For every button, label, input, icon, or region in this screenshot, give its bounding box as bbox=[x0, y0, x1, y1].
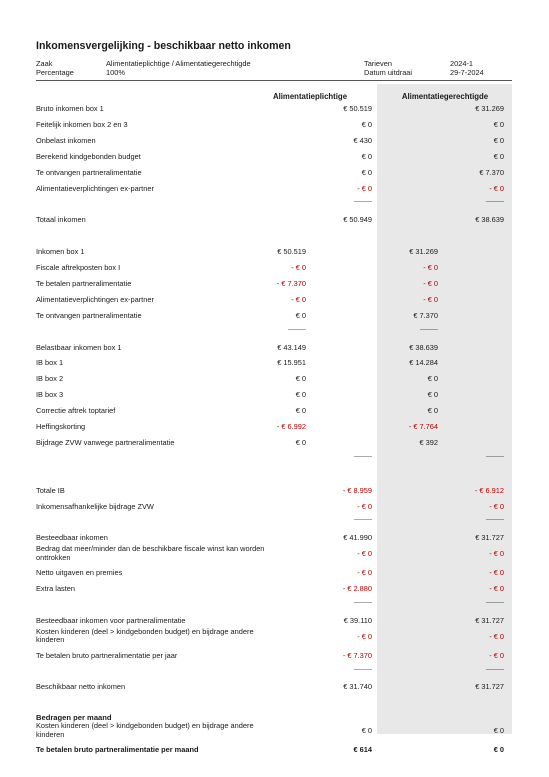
row-label: Feitelijk inkomen box 2 en 3 bbox=[36, 119, 128, 129]
p-sub-value: - € 6.992 bbox=[276, 422, 306, 431]
g-total-value: € 0 bbox=[493, 119, 504, 129]
row-label: Totale IB bbox=[36, 485, 65, 495]
table-row bbox=[0, 544, 549, 562]
table-row bbox=[0, 262, 549, 274]
p-total-value: € 0 bbox=[361, 726, 372, 736]
p-sub-value: € 0 bbox=[295, 406, 306, 416]
g-total-value: - € 0 bbox=[489, 501, 504, 511]
table-row bbox=[0, 532, 549, 544]
zaak-value: Alimentatieplichtige / Alimentatiegerechtigde bbox=[106, 59, 251, 68]
row-label: Inkomensafhankelijke bijdrage ZVW bbox=[36, 501, 154, 511]
table-row bbox=[0, 294, 549, 306]
table-row bbox=[0, 437, 549, 449]
row-label: Te betalen bruto partneralimentatie per maand bbox=[36, 745, 199, 755]
row-label: Totaal inkomen bbox=[36, 215, 86, 225]
table-row bbox=[0, 373, 549, 385]
header-divider bbox=[36, 80, 512, 81]
g-sub-value: - € 0 bbox=[423, 278, 438, 288]
row-label: IB box 1 bbox=[36, 358, 64, 368]
p-total-value: - € 0 bbox=[357, 183, 372, 193]
table-row bbox=[0, 626, 549, 645]
table-row bbox=[0, 151, 549, 163]
p-total-value: € 50.949 bbox=[343, 215, 372, 225]
zaak-label: Zaak bbox=[36, 59, 53, 68]
p-total-value: - € 0 bbox=[357, 549, 372, 559]
separator-line: --------- bbox=[354, 517, 372, 524]
table-row bbox=[0, 135, 549, 147]
table-row bbox=[0, 421, 549, 433]
row-label: Kosten kinderen (deel > kindgebonden budget) en bijdrage andere kinderen bbox=[36, 721, 254, 739]
table-row bbox=[0, 246, 549, 258]
separator-line: --------- bbox=[420, 326, 438, 333]
tarieven-label: Tarieven bbox=[364, 59, 392, 68]
separator-line: --------- bbox=[486, 517, 504, 524]
tarieven-value: 2024-1 bbox=[450, 59, 474, 68]
g-total-value: € 0 bbox=[493, 745, 504, 755]
row-label: Alimentatieverplichtingen ex-partner bbox=[36, 294, 154, 304]
row-label: Extra lasten bbox=[36, 584, 76, 593]
p-sub-value: - € 0 bbox=[291, 294, 306, 304]
table-row bbox=[0, 389, 549, 401]
p-total-value: € 430 bbox=[353, 135, 372, 145]
table-row bbox=[0, 357, 549, 369]
p-sub-value: € 0 bbox=[295, 310, 306, 320]
g-total-value: € 31.727 bbox=[475, 533, 504, 543]
datum-value: 29-7-2024 bbox=[450, 68, 484, 77]
separator-line: --------- bbox=[288, 326, 306, 333]
table-row bbox=[0, 278, 549, 290]
table-row bbox=[0, 103, 549, 115]
percentage-value: 100% bbox=[106, 68, 125, 77]
p-sub-value: € 0 bbox=[295, 374, 306, 384]
g-total-value: - € 0 bbox=[489, 568, 504, 578]
p-total-value: - € 0 bbox=[357, 631, 372, 641]
separator-line: --------- bbox=[486, 199, 504, 206]
table-row bbox=[0, 583, 549, 595]
table-row bbox=[0, 721, 549, 739]
g-total-value: € 7.370 bbox=[479, 167, 504, 177]
table-row bbox=[0, 310, 549, 322]
p-sub-value: € 43.149 bbox=[277, 342, 306, 352]
table-row bbox=[0, 405, 549, 417]
p-total-value: € 0 bbox=[361, 151, 372, 161]
g-sub-value: € 31.269 bbox=[409, 247, 438, 257]
separator-row bbox=[0, 326, 549, 338]
p-total-value: € 39.110 bbox=[343, 615, 372, 625]
table-row bbox=[0, 342, 549, 354]
table-row bbox=[0, 485, 549, 497]
table-row bbox=[0, 183, 549, 195]
table-row bbox=[0, 650, 549, 662]
separator-row bbox=[0, 516, 549, 528]
g-total-value: € 31.727 bbox=[475, 682, 504, 692]
row-label: Inkomen box 1 bbox=[36, 247, 85, 257]
g-total-value: € 0 bbox=[493, 135, 504, 145]
p-total-value: - € 0 bbox=[357, 501, 372, 511]
table-row bbox=[0, 501, 549, 513]
g-total-value: € 0 bbox=[493, 151, 504, 161]
g-total-value: € 38.639 bbox=[475, 215, 504, 225]
p-total-value: € 31.740 bbox=[343, 682, 372, 692]
g-sub-value: - € 7.764 bbox=[408, 422, 438, 431]
separator-line: --------- bbox=[486, 599, 504, 606]
table-row bbox=[0, 167, 549, 179]
separator-line: --------- bbox=[354, 599, 372, 606]
g-sub-value: - € 0 bbox=[423, 263, 438, 272]
table-row bbox=[0, 119, 549, 131]
row-label: Te betalen bruto partneralimentatie per jaar bbox=[36, 650, 178, 660]
row-label: Bedrag dat meer/minder dan de beschikbare fiscale winst kan worden onttrokken bbox=[36, 544, 265, 562]
row-label: Kosten kinderen (deel > kindgebonden budget) en bijdrage andere kinderen bbox=[36, 626, 254, 645]
row-label: Correctie aftrek toptarief bbox=[36, 406, 116, 416]
separator-row bbox=[0, 666, 549, 678]
g-total-value: - € 6.912 bbox=[474, 485, 504, 495]
row-label: Berekend kindgebonden budget bbox=[36, 151, 141, 161]
datum-label: Datum uitdraai bbox=[364, 68, 413, 77]
p-total-value: € 41.990 bbox=[343, 533, 372, 543]
p-total-value: - € 2.880 bbox=[342, 584, 372, 593]
p-total-value: - € 8.959 bbox=[342, 485, 372, 495]
g-total-value: € 31.269 bbox=[475, 104, 504, 113]
p-sub-value: € 50.519 bbox=[277, 247, 306, 257]
p-total-value: € 0 bbox=[361, 167, 372, 177]
g-sub-value: € 7.370 bbox=[413, 310, 438, 320]
g-total-value: € 31.727 bbox=[475, 615, 504, 625]
table-row bbox=[0, 214, 549, 226]
row-label: Alimentatieverplichtingen ex-partner bbox=[36, 183, 154, 193]
g-sub-value: € 38.639 bbox=[409, 342, 438, 352]
separator-line: --------- bbox=[354, 453, 372, 460]
column-header-gerechtigde: Alimentatiegerechtigde bbox=[401, 92, 489, 101]
row-label: Bruto inkomen box 1 bbox=[36, 104, 104, 113]
p-sub-value: € 0 bbox=[295, 390, 306, 400]
p-sub-value: € 15.951 bbox=[277, 358, 306, 368]
row-label: Te ontvangen partneralimentatie bbox=[36, 310, 142, 320]
row-label: Onbelast inkomen bbox=[36, 135, 96, 145]
g-sub-value: € 0 bbox=[427, 406, 438, 416]
monthly-section-title: Bedragen per maand bbox=[36, 713, 112, 723]
g-total-value: - € 0 bbox=[489, 549, 504, 559]
g-total-value: - € 0 bbox=[489, 631, 504, 641]
page-title: Inkomensvergelijking - beschikbaar netto inkomen bbox=[36, 40, 291, 52]
row-label: Beschikbaar netto inkomen bbox=[36, 682, 126, 692]
table-row bbox=[0, 567, 549, 579]
separator-row bbox=[0, 453, 549, 465]
column-header-plichtige: Alimentatieplichtige bbox=[272, 92, 348, 101]
separator-row bbox=[0, 599, 549, 611]
p-sub-value: - € 0 bbox=[291, 263, 306, 272]
row-label: Besteedbaar inkomen bbox=[36, 533, 108, 543]
g-sub-value: - € 0 bbox=[423, 294, 438, 304]
p-total-value: - € 0 bbox=[357, 568, 372, 578]
table-row bbox=[0, 681, 549, 693]
p-sub-value: € 0 bbox=[295, 437, 306, 447]
g-total-value: - € 0 bbox=[489, 584, 504, 593]
g-total-value: € 0 bbox=[493, 726, 504, 736]
p-total-value: € 0 bbox=[361, 119, 372, 129]
separator-line: --------- bbox=[486, 666, 504, 673]
table-row bbox=[0, 615, 549, 627]
g-total-value: - € 0 bbox=[489, 183, 504, 193]
row-label: Besteedbaar inkomen voor partneralimentatie bbox=[36, 615, 186, 625]
separator-line: --------- bbox=[354, 666, 372, 673]
percentage-label: Percentage bbox=[36, 68, 74, 77]
p-total-value: € 614 bbox=[353, 745, 372, 755]
p-sub-value: - € 7.370 bbox=[276, 278, 306, 288]
g-sub-value: € 0 bbox=[427, 374, 438, 384]
row-label: Bijdrage ZVW vanwege partneralimentatie bbox=[36, 437, 175, 447]
separator-line: --------- bbox=[486, 453, 504, 460]
row-label: IB box 3 bbox=[36, 390, 64, 400]
g-sub-value: € 392 bbox=[419, 437, 438, 447]
row-label: Te ontvangen partneralimentatie bbox=[36, 167, 142, 177]
table-row bbox=[0, 744, 549, 756]
row-label: Heffingskorting bbox=[36, 422, 86, 431]
row-label: Netto uitgaven en premies bbox=[36, 568, 123, 578]
row-label: Te betalen partneralimentatie bbox=[36, 278, 132, 288]
row-label: Belastbaar inkomen box 1 bbox=[36, 342, 122, 352]
separator-row bbox=[0, 198, 549, 210]
g-sub-value: € 0 bbox=[427, 390, 438, 400]
row-label: IB box 2 bbox=[36, 374, 64, 384]
p-total-value: - € 7.370 bbox=[342, 650, 372, 660]
g-sub-value: € 14.284 bbox=[409, 358, 438, 368]
separator-line: --------- bbox=[354, 199, 372, 206]
p-total-value: € 50.519 bbox=[343, 104, 372, 113]
row-label: Fiscale aftrekposten box I bbox=[36, 263, 121, 272]
g-total-value: - € 0 bbox=[489, 650, 504, 660]
